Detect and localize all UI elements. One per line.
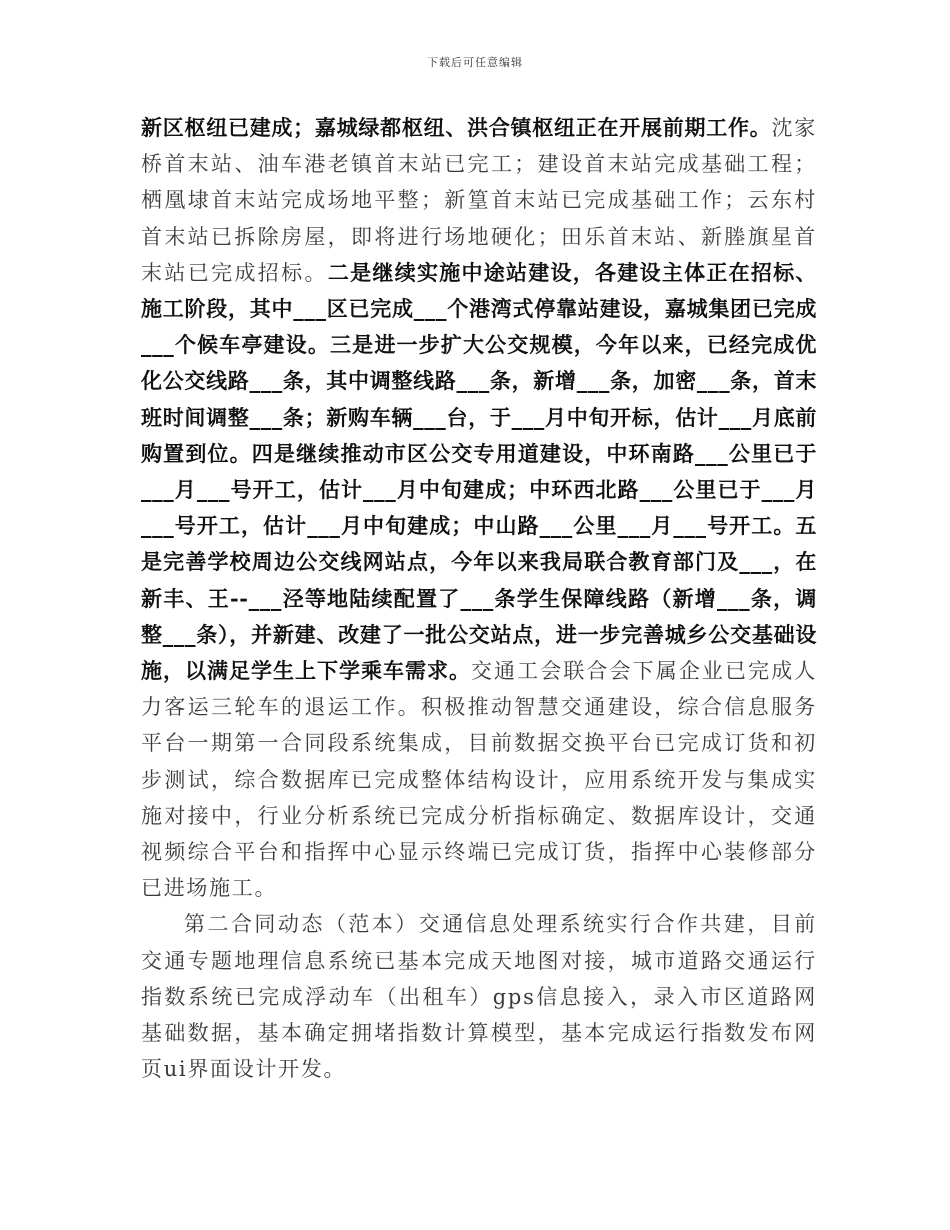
- text-run: 沈家桥首末站、油车港老镇首末站已完工；建设首末站完成基础工程；栖凰埭首末站完成场地平整；新篁首末站已完成基础工作；云东村首末站已拆除房屋，即将进行场地硬化；田乐首末站、新塍旗星首末站已完成招标。: [141, 116, 817, 285]
- paragraph-2: 第二合同动态（范本）交通信息处理系统实行合作共建，目前交通专题地理信息系统已基本完成天地图对接，城市道路交通运行指数系统已完成浮动车（出租车）gps信息接入，录入市区道路网基础数据，基本确定拥堵指数计算模型，基本完成运行指数发布网页ui界面设计开发。: [141, 912, 817, 1082]
- document-body: [141, 110, 817, 1087]
- paragraph-1: [141, 110, 817, 906]
- text-run-bold: 新区枢纽已建成；嘉城绿都枢纽、洪合镇枢纽正在开展前期工作。: [141, 115, 772, 140]
- page-header: 下载后可任意编辑: [427, 56, 523, 69]
- text-run: 交通工会联合会下属企业已完成人力客运三轮车的退运工作。积极推动智慧交通建设，综合信息服务平台一期第一合同段系统集成，目前数据交换平台已完成订货和初步测试，综合数据库已完成整体结构设计，应用系统开发与集成实施对接中，行业分析系统已完成分析指标确定、数据库设计，交通视频综合平台和指挥中心显示终端已完成订货，指挥中心装修部分已进场施工。: [141, 659, 818, 901]
- text-run-bold: 二是继续实施中途站建设，各建设主体正在招标、施工阶段，其中___区已完成___个港湾式停靠站建设，嘉城集团已完成___个候车亭建设。三是进一步扩大公交规模，今年以来，已经完成优化公交线路___条，其中调整线路___条，新增___条，加密___条，首末班时间调整___条；新购车辆___台，于___月中旬开标，估计___月底前购置到位。四是继续推动市区公交专用道建设，中环南路___公里已于___月___号开工，估计___月中旬建成；中环西北路___公里已于___月___号开工，估计___月中旬建成；中山路___公里___月___号开工。五是完善学校周边公交线网站点，今年以来我局联合教育部门及___，在新丰、王--___泾等地陆续配置了___条学生保障线路（新增___条，调整___条），并新建、改建了一批公交站点，进一步完善城乡公交基础设施，以满足学生上下学乘车需求。: [141, 259, 817, 684]
